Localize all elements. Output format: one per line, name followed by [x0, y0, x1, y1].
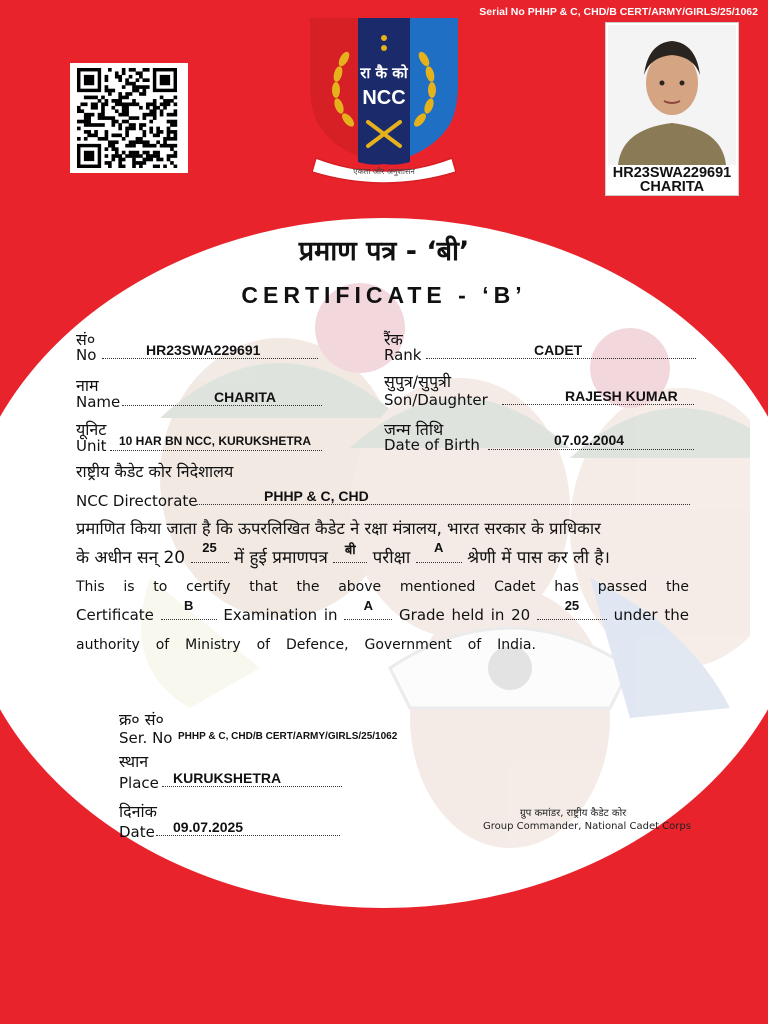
body-english-word: Defence, — [286, 637, 349, 653]
body-english-text: the — [664, 606, 689, 624]
year-value: 25 — [564, 598, 580, 613]
body-hindi-text: में हुई प्रमाणपत्र — [233, 548, 328, 568]
body-english-word: is — [123, 579, 135, 595]
emblem-hindi-text: रा कै को — [360, 64, 408, 82]
cadet-photo — [605, 22, 739, 196]
dob-value: 07.02.2004 — [554, 432, 625, 448]
dob-label: Date of Birth — [384, 436, 480, 454]
son-daughter-label: Son/Daughter — [384, 391, 488, 409]
body-hindi-text: के अधीन सन् 20 — [76, 548, 186, 568]
body-english-text: in — [490, 606, 505, 624]
body-english-word: the — [666, 579, 689, 595]
qr-code-icon — [77, 68, 181, 168]
grade-value: A — [363, 598, 373, 613]
directorate-label-hindi: राष्ट्रीय कैडेट कोर निदेशालय — [76, 462, 234, 481]
no-value: HR23SWA229691 — [146, 342, 261, 358]
rank-dotted-line — [426, 358, 696, 359]
body-english-word: India. — [497, 637, 536, 653]
directorate-value: PHHP & C, CHD — [264, 488, 369, 504]
certificate-title-hindi: प्रमाण पत्र - ‘बी’ — [298, 236, 470, 267]
body-english-word: certify — [186, 579, 231, 595]
unit-value: 10 HAR BN NCC, KURUKSHETRA — [119, 434, 312, 448]
body-english-word: Government — [364, 637, 452, 653]
body-english-word: Cadet — [494, 579, 536, 595]
body-english-text: 20 — [511, 606, 531, 624]
emblem-ncc-text: NCC — [362, 87, 406, 109]
body-english-word: This — [76, 579, 105, 595]
ser-no-label: Ser. No — [119, 729, 173, 747]
grade-value-hindi: A — [433, 540, 444, 555]
directorate-dotted-line — [196, 504, 690, 505]
photo-caption-id: HR23SWA229691 — [612, 165, 732, 181]
body-hindi-text: परीक्षा — [372, 548, 411, 568]
signatory-english: Group Commander, National Cadet Corps — [483, 821, 691, 832]
body-english-word: the — [296, 579, 320, 595]
rank-value: CADET — [534, 342, 583, 358]
body-english-word: to — [153, 579, 168, 595]
dob-dotted-line — [488, 449, 694, 450]
body-english-word: that — [249, 579, 278, 595]
body-english-word: of — [467, 637, 482, 653]
body-english-word: mentioned — [399, 579, 476, 595]
date-value: 09.07.2025 — [173, 819, 244, 835]
ncc-emblem — [306, 14, 462, 186]
body-english-word: passed — [597, 579, 648, 595]
body-english-line-1 — [76, 579, 689, 595]
place-value: KURUKSHETRA — [173, 770, 282, 786]
body-english-text: Certificate — [76, 606, 154, 624]
body-english-word: Ministry — [185, 637, 241, 653]
body-english-text: in — [323, 606, 338, 624]
year-value-hindi: 25 — [202, 540, 217, 555]
directorate-label: NCC Directorate — [76, 492, 198, 510]
date-dotted-line — [156, 835, 340, 836]
date-label: Date — [119, 823, 155, 841]
rank-label: Rank — [384, 346, 422, 364]
ser-no-label-hindi: क्र० सं० — [119, 710, 164, 729]
body-english-word: authority — [76, 637, 140, 653]
ncc-crest-icon — [306, 14, 462, 186]
ser-no-value: PHHP & C, CHD/B CERT/ARMY/GIRLS/25/1062 — [178, 731, 398, 742]
body-hindi-line-2 — [76, 540, 689, 568]
no-label: No — [76, 346, 97, 364]
emblem-motto: एकता और अनुशासन — [353, 167, 415, 176]
cadet-portrait-image — [608, 25, 736, 165]
place-label: Place — [119, 774, 159, 792]
body-hindi-text: श्रेणी में पास कर ली है। — [467, 548, 610, 568]
body-english-text: under — [613, 606, 658, 624]
body-english-word: of — [256, 637, 271, 653]
serial-number-top: Serial No PHHP & C, CHD/B CERT/ARMY/GIRLS/25/1062 — [479, 6, 758, 18]
son-daughter-value: RAJESH KUMAR — [565, 388, 678, 404]
body-english-line-2 — [76, 598, 689, 624]
signatory-hindi: ग्रुप कमांडर, राष्ट्रीय कैडेट कोर — [520, 808, 627, 819]
body-english-text: Grade — [399, 606, 445, 624]
body-english-word: has — [554, 579, 579, 595]
son-daughter-dotted-line — [502, 404, 694, 405]
photo-caption-name: CHARITA — [639, 179, 705, 195]
name-label: Name — [76, 393, 121, 411]
unit-label-hindi: यूनिट — [76, 420, 107, 439]
body-hindi-line-1: प्रमाणित किया जाता है कि ऊपरलिखित कैडेट ने रक्षा मंत्रालय, भारत सरकार के प्राधिकार — [76, 519, 601, 538]
certificate-value: B — [183, 598, 194, 613]
place-dotted-line — [162, 786, 342, 787]
name-dotted-line — [122, 405, 322, 406]
unit-label: Unit — [76, 437, 107, 455]
no-dotted-line — [102, 358, 318, 359]
certificate-title-english: CERTIFICATE - ‘B’ — [241, 282, 527, 308]
body-english-line-3 — [76, 637, 536, 653]
date-label-hindi: दिनांक — [119, 802, 157, 821]
son-daughter-label-hindi: सुपुत्र/सुपुत्री — [384, 372, 452, 391]
certificate-value-hindi: बी — [344, 542, 356, 557]
rank-label-hindi: रैंक — [384, 330, 403, 349]
no-label-hindi: सं० — [76, 330, 96, 349]
dob-label-hindi: जन्म तिथि — [384, 420, 444, 439]
body-english-text: held — [451, 606, 484, 624]
unit-dotted-line — [110, 450, 322, 451]
qr-code[interactable] — [70, 63, 188, 173]
place-label-hindi: स्थान — [119, 752, 149, 771]
body-english-word: of — [155, 637, 170, 653]
body-english-word: above — [338, 579, 382, 595]
name-label-hindi: नाम — [76, 376, 99, 395]
name-value: CHARITA — [214, 389, 276, 405]
body-english-text: Examination — [223, 606, 318, 624]
